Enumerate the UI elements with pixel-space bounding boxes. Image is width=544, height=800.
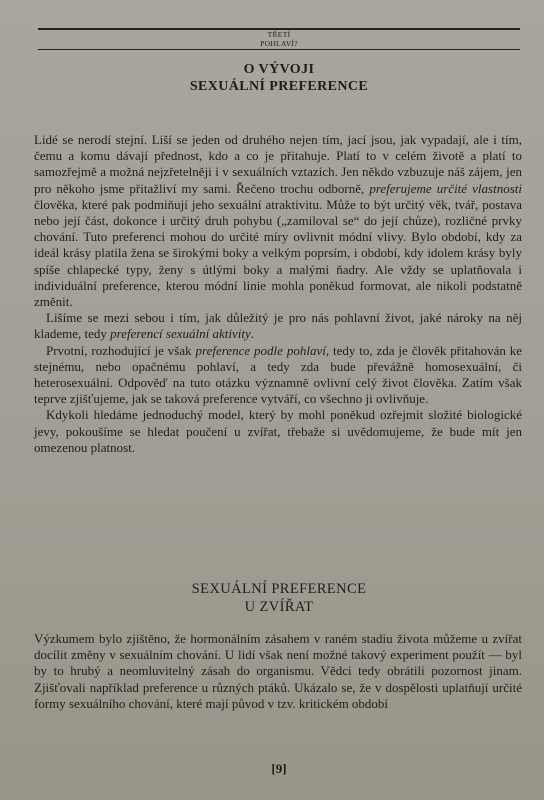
chapter-heading-line1: O VÝVOJI [243, 62, 315, 77]
running-head-line1: TŘETÍ [267, 30, 291, 39]
chapter-heading [38, 61, 520, 95]
paragraph-text: . [250, 326, 254, 342]
section-heading [38, 580, 520, 616]
chapter-heading-line2: SEXUÁLNÍ PREFERENCE [189, 79, 369, 94]
paragraph-text: člověka, které pak podmiňují jeho sexuální atraktivitu. Může to být určitý věk, tvář, postava nebo její část, dokonce i určitý druh pohybu („zamiloval se“ do její chůze), rozličné prvky chování. Tuto preferenci mohou do určité míry ovlivnit módní vlivy. Bylo období, kdy za ideál krásy platila žena se širokými boky a velkým poprsím, i období, kdy idolem krásy byly spíše chlapecké typy, ženy s útlými boky a malými ňadry. Ale vždy se uplatňovala i individuální preference, kterou módní linie mohla poněkud formovat, ale nikoli podstatně změnit. [34, 196, 522, 310]
paragraph [34, 132, 522, 310]
section1-body [34, 132, 522, 456]
running-head-text [38, 31, 520, 48]
running-head [38, 22, 520, 52]
section-heading-line1: SEXUÁLNÍ PREFERENCE [191, 581, 367, 597]
paragraph-text: Lidé se nerodí stejní. Liší se jeden od druhého nejen tím, jací jsou, jak vypadají, ale i tím, čemu a komu dávají přednost, kdo a co je přitahuje. Platí to v celém životě a platí to samozřejmě a možná nejzřetelněji i v sexuálních vztazích. Jen někdo vzbuzuje náš zájem, jen pro někoho jsme přitažliví my sami. Řečeno trochu odborně, [34, 132, 522, 196]
paragraph [34, 310, 522, 342]
page-number: [9] [271, 761, 287, 776]
paragraph-text: Prvotní, rozhodující je však [46, 342, 192, 358]
emphasis-text: preferencí sexuální aktivity [110, 326, 251, 342]
running-head-line2: POHLAVÍ? [260, 38, 298, 48]
paragraph: Kdykoli hledáme jednoduchý model, který by mohl poněkud ozřejmit složité biologické jevy, pokoušíme se hledat poučení u zvířat, třebaže si uvědomujeme, že bude mít jen omezenou platnost. [34, 407, 522, 455]
paragraph: Výzkumem bylo zjištěno, že hormonálním zásahem v raném stadiu života můžeme u zvířat docílit změny v sexuálním chování. U lidí však není možné takový experiment použít — byl by to hrubý a neomluvitelný zásah do organismu. Vědci tedy obrátili pozornost jinam. Zjišťovali například preference u různých ptáků. Ukázalo se, že v dospělosti uplatňují určité formy sexuálního chování, které mají původ v tzv. kritickém období [34, 631, 522, 711]
section2-body [34, 631, 522, 712]
running-head-bottom-rule [38, 49, 520, 50]
paragraph-text: , tedy to, zda je člověk přitahován ke stejnému, nebo opačnému pohlaví, a tedy zda bude převážně homosexuální, či heterosexuální. Odpověď na tuto otázku významně ovlivní celý život člověka. Zatím však teprve zjišťujeme, jak se taková preference vytváří, co všechno ji ovlivňuje. [34, 342, 523, 407]
emphasis-text: preference podle pohlaví [195, 342, 326, 358]
section-heading-line2: U ZVÍŘAT [244, 599, 314, 615]
paragraph-text: Lišíme se mezi sebou i tím, jak důležitý je pro nás pohlavní život, jaké nároky na něj klademe, tedy [34, 310, 522, 342]
emphasis-text: preferujeme určité vlastnosti [369, 180, 522, 196]
paragraph [34, 343, 522, 408]
